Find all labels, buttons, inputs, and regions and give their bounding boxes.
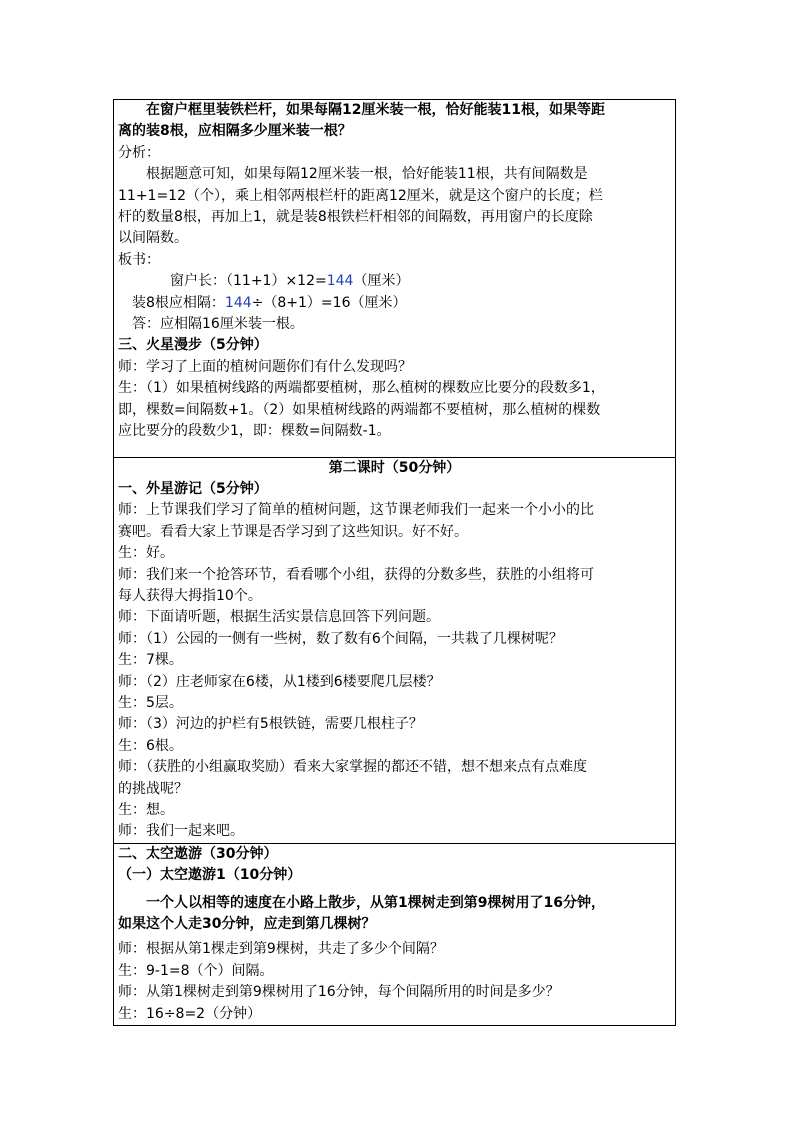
section-heading: 三、火星漫步（5分钟） xyxy=(118,337,268,354)
board-formula: ÷（8+1）=16（厘米） xyxy=(251,294,407,311)
dialogue-line: 师：（1）公园的一侧有一些树，数了数有6个间隔，一共栽了几棵树呢？ xyxy=(118,630,563,647)
teacher-line: 师：学习了上面的植树问题你们有什么发现吗？ xyxy=(118,358,412,375)
section-second-lesson xyxy=(114,457,676,843)
dialogue-line: 师：下面请听题，根据生活实景信息回答下列问题。 xyxy=(118,609,440,626)
section-window-problem xyxy=(114,100,676,458)
board-line xyxy=(118,271,671,292)
dialogue-line: 师：根据从第1棵走到第9棵树，共走了多少个间隔？ xyxy=(118,941,444,958)
problem-text: 在窗户框里装铁栏杆，如果每隔12厘米装一根，恰好能装11根，如果等距 xyxy=(146,102,605,118)
dialogue-line: 赛吧。看看大家上节课是否学习到了这些知识。好不好。 xyxy=(118,523,468,540)
dialogue-line: 生：好。 xyxy=(118,545,174,562)
board-answer: 答：应相隔16厘米装一根。 xyxy=(132,316,304,333)
student-line: 生：（1）如果植树线路的两端都要植树，那么植树的棵数应比要分的段数多1， xyxy=(118,380,605,397)
dialogue-line: 每人获得大拇指10个。 xyxy=(118,587,262,604)
analysis-text: 根据题意可知，如果每隔12厘米装一根，恰好能装11根，共有间隔数是 xyxy=(146,166,588,183)
analysis-text: 杆的数量8根，再加上1，就是装8根铁栏杆相邻的间隔数，再用窗户的长度除 xyxy=(118,209,593,226)
lesson-title: 第二课时（50分钟） xyxy=(328,459,461,476)
problem-text: 离的装8根，应相隔多少厘米装一根？ xyxy=(118,123,352,140)
problem-text: 如果这个人走30分钟，应走到第几棵树？ xyxy=(118,916,376,933)
dialogue-line: 师：上节课我们学习了简单的植树问题，这节课老师我们一起来一个小小的比 xyxy=(118,502,594,519)
board-formula: 装8根应相隔： xyxy=(132,294,225,311)
board-number: 144 xyxy=(326,273,354,290)
problem-text: 一个人以相等的速度在小路上散步，从第1棵树走到第9棵树用了16分钟， xyxy=(146,894,605,911)
section-heading: 二、太空遨游（30分钟） xyxy=(118,845,278,862)
dialogue-line: 生：6根。 xyxy=(118,737,183,754)
dialogue-line: 师：（获胜的小组赢取奖励）看来大家掌握的都还不错，想不想来点有点难度 xyxy=(118,759,587,776)
table-row xyxy=(114,457,676,843)
lesson-plan-table xyxy=(113,99,676,1026)
dialogue-line: 师：（3）河边的护栏有5根铁链，需要几根柱子？ xyxy=(118,716,423,733)
dialogue-line: 师：（2）庄老师家在6楼，从1楼到6楼要爬几层楼？ xyxy=(118,673,441,690)
sub-heading: （一）太空遨游1（10分钟） xyxy=(118,867,302,884)
board-formula: 窗户长：（11+1）×12= xyxy=(170,273,327,290)
board-line xyxy=(118,293,671,314)
dialogue-line: 师：我们来一个抢答环节，看看哪个小组，获得的分数多些，获胜的小组将可 xyxy=(118,566,594,583)
board-unit: （厘米） xyxy=(353,273,410,290)
table-row xyxy=(114,100,676,458)
dialogue-line: 师：我们一起来吧。 xyxy=(118,823,244,840)
table-row xyxy=(114,843,676,1025)
analysis-text: 以间隔数。 xyxy=(118,230,188,247)
student-line: 即，棵数=间隔数+1。（2）如果植树线路的两端都不要植树，那么植树的棵数 xyxy=(118,401,601,418)
dialogue-line: 生：7棵。 xyxy=(118,652,183,669)
analysis-label: 分析： xyxy=(118,144,160,161)
dialogue-line: 生：16÷8=2（分钟） xyxy=(118,1005,262,1022)
dialogue-line: 生：想。 xyxy=(118,802,174,818)
dialogue-line: 生：5层。 xyxy=(118,694,183,711)
board-label: 板书： xyxy=(118,251,160,268)
dialogue-line: 师：从第1棵树走到第9棵树用了16分钟，每个间隔所用的时间是多少？ xyxy=(118,984,560,1001)
section-heading: 一、外星游记（5分钟） xyxy=(118,480,268,497)
student-line: 应比要分的段数少1，即：棵数=间隔数-1。 xyxy=(118,423,391,440)
dialogue-line: 生：9-1=8（个）间隔。 xyxy=(118,962,274,979)
board-number: 144 xyxy=(224,294,252,311)
cell-spacer xyxy=(118,443,671,457)
section-space-journey xyxy=(114,843,676,1025)
analysis-text: 11+1=12（个），乘上相邻两根栏杆的距离12厘米，就是这个窗户的长度；栏 xyxy=(118,187,603,204)
dialogue-line: 的挑战呢？ xyxy=(118,780,188,797)
